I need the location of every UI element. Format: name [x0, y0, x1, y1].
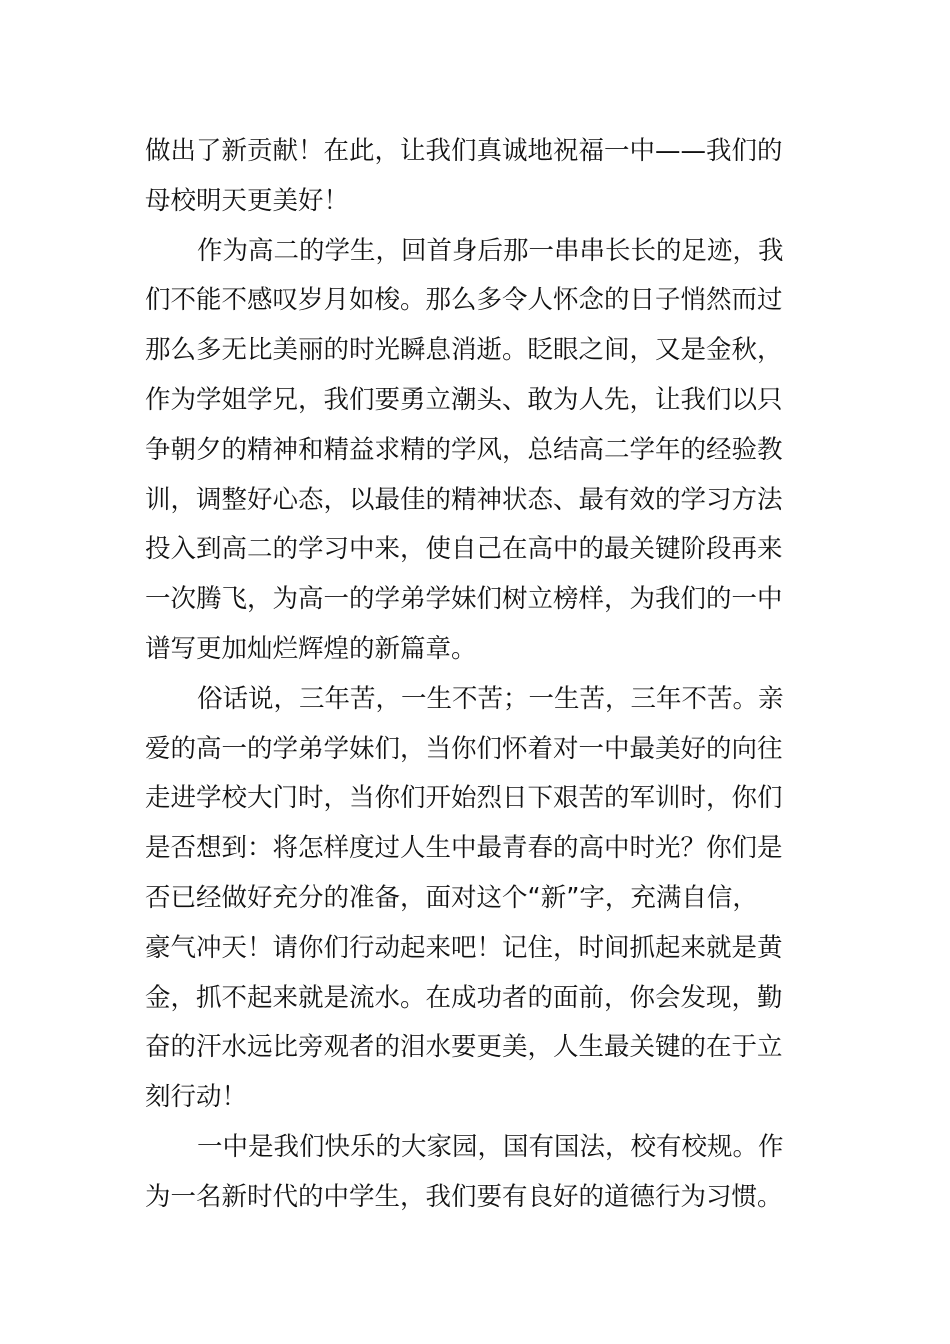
text-line: 为一名新时代的中学生，我们要有良好的道德行为习惯。 [145, 1181, 783, 1212]
text-line: 金，抓不起来就是流水。在成功者的面前，你会发现，勤 [145, 982, 783, 1013]
text-line: 做出了新贡献！在此，让我们真诚地祝福一中——我们的 [145, 136, 783, 166]
text-line: 刻行动！ [145, 1082, 248, 1113]
text-line: 走进学校大门时，当你们开始烈日下艰苦的军训时，你们 [145, 783, 783, 814]
document-body [145, 127, 807, 1223]
paragraph-3 [145, 675, 807, 1123]
text-line: 豪气冲天！请你们行动起来吧！记住，时间抓起来就是黄 [145, 932, 783, 963]
text-line: 作为高二的学生，回首身后那一串串长长的足迹，我 [197, 235, 784, 266]
text-line: 是否想到：将怎样度过人生中最青春的高中时光？你们是 [145, 833, 783, 864]
paragraph-1 [145, 127, 807, 227]
text-line: 谱写更加灿烂辉煌的新篇章。 [145, 633, 477, 664]
paragraph-4 [145, 1123, 807, 1223]
text-line: 爱的高一的学弟学妹们，当你们怀着对一中最美好的向往 [145, 733, 783, 764]
text-line: 一次腾飞，为高一的学弟学妹们树立榜样，为我们的一中 [145, 584, 783, 615]
text-line: 作为学姐学兄，我们要勇立潮头、敢为人先，让我们以只 [145, 384, 783, 415]
text-line: 一中是我们快乐的大家园，国有国法，校有校规。作 [197, 1131, 784, 1162]
text-line: 争朝夕的精神和精益求精的学风，总结高二学年的经验教 [145, 434, 783, 465]
text-line: 们不能不感叹岁月如梭。那么多令人怀念的日子悄然而过 [145, 285, 783, 316]
text-line: 母校明天更美好！ [145, 185, 350, 216]
text-line: 否已经做好充分的准备，面对这个“新”字，充满自信， [145, 882, 758, 913]
text-line: 训，调整好心态，以最佳的精神状态、最有效的学习方法 [145, 484, 783, 515]
paragraph-2 [145, 227, 807, 675]
text-line: 奋的汗水远比旁观者的泪水要更美，人生最关键的在于立 [145, 1032, 783, 1063]
text-line: 那么多无比美丽的时光瞬息消逝。眨眼之间，又是金秋， [145, 335, 783, 366]
text-line: 俗话说，三年苦，一生不苦；一生苦，三年不苦。亲 [197, 683, 784, 714]
text-line: 投入到高二的学习中来，使自己在高中的最关键阶段再来 [145, 534, 783, 565]
